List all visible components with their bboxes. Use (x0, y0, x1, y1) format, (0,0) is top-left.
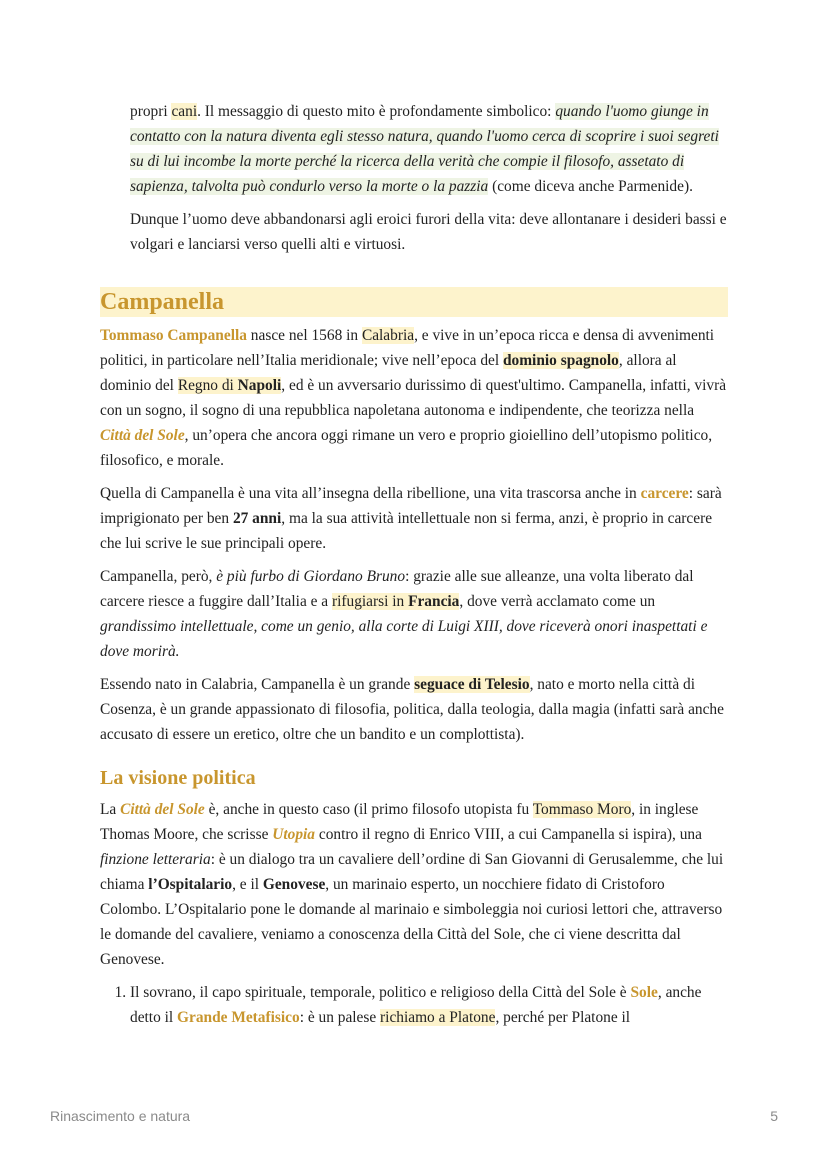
paragraph-prison (100, 481, 728, 556)
highlight: cani (171, 103, 198, 120)
numbered-list (100, 980, 728, 1030)
paragraph-citta-del-sole (100, 797, 728, 972)
keyword-highlight: carcere (640, 485, 689, 502)
text: Essendo nato in Calabria, Campanella è un grande (100, 676, 415, 693)
text: La (100, 801, 121, 818)
text: propri (130, 103, 172, 120)
text: , un’opera che ancora oggi rimane un vero e proprio gioiellino dell’utopismo politico, filosofico, e morale. (100, 427, 713, 469)
section-heading-campanella: Campanella (100, 287, 728, 317)
italic-text: finzione letteraria (100, 851, 211, 868)
bold-text: l’Ospitalario (148, 876, 233, 893)
text: Campanella, però, (100, 568, 217, 585)
highlight: Regno di (177, 377, 238, 394)
bold-highlight: Napoli (237, 377, 282, 394)
text: : è un palese (299, 1009, 381, 1026)
keyword-highlight: Sole (630, 984, 658, 1001)
text: , un marinaio esperto, un nocchiere fidato di Cristoforo Colombo. L’Ospitalario pone le domande al marinaio e simboleggia noi curiosi lettori che, attraverso le domande del cavaliere, veniamo a conoscenza della Città del Sole, che ci viene descritta dal Genovese. (100, 876, 723, 968)
bold-text: 27 anni (232, 510, 282, 527)
keyword-highlight: Grande Metafisico (177, 1009, 300, 1026)
text: . Il messaggio di questo mito è profondamente simbolico: (197, 103, 556, 120)
footer-title: Rinascimento e natura (50, 1108, 191, 1124)
document-body (100, 99, 728, 1030)
highlight: Calabria (361, 327, 415, 344)
text: , anche detto il (130, 984, 702, 1026)
name-highlight: Tommaso Campanella (100, 327, 247, 344)
bold-highlight: seguace di Telesio (414, 676, 530, 693)
text: , in inglese Thomas Moore, che scrisse (100, 801, 699, 843)
bold-text: Genovese (262, 876, 326, 893)
page-footer (50, 1108, 778, 1124)
subheading-visione-politica: La visione politica (100, 767, 256, 789)
paragraph-biography (100, 323, 728, 473)
text: , perché per Platone il (495, 1009, 631, 1026)
page-number: 5 (770, 1108, 778, 1124)
work-title: Città del Sole (100, 427, 185, 444)
paragraph-myth (100, 99, 728, 199)
text: , e vive in un’epoca ricca e densa di avvenimenti politici, in particolare nell’Italia meridionale; vive nell’epoca del (100, 327, 715, 369)
text: Il sovrano, il capo spirituale, temporale, politico e religioso della Città del Sole è (130, 984, 631, 1001)
italic-text: è più furbo di Giordano Bruno (216, 568, 406, 585)
list-item (130, 980, 728, 1030)
text: contro il regno di Enrico VIII, a cui Campanella si ispira), una (315, 826, 702, 843)
italic-highlight: quando l'uomo giunge in contatto con la natura diventa egli stesso natura, quando l'uomo cerca di scoprire i suoi segreti su di lui incombe la morte perché la ricerca della verità che compie il filosofo, assetato di sapienza, talvolta può condurlo verso la morte o la pazzia (130, 103, 719, 195)
text: : è un dialogo tra un cavaliere dell’ordine di San Giovanni di Gerusalemme, che lui chiama (100, 851, 724, 893)
work-title: Città del Sole (120, 801, 205, 818)
bold-highlight: dominio spagnolo (502, 352, 619, 369)
text: , ma la sua attività intellettuale non si ferma, anzi, è proprio in carcere che lui scrive le sue principali opere. (100, 510, 713, 552)
text: : sarà imprigionato per ben (100, 485, 722, 527)
text: nasce nel 1568 in (246, 327, 362, 344)
text: (come diceva anche Parmenide). (488, 178, 693, 195)
bold-highlight: Francia (408, 593, 460, 610)
text: è, anche in questo caso (il primo filosofo utopista fu (204, 801, 533, 818)
text: , dove verrà acclamato come un (459, 593, 656, 610)
highlight: richiamo a Platone (380, 1009, 496, 1026)
text: , ed è un avversario durissimo di quest'ultimo. Campanella, infatti, vivrà con un sogno, il sogno di una repubblica napoletana autonoma e indipendente, che teorizza nella (100, 377, 727, 419)
paragraph-telesio (100, 672, 728, 747)
text: , e il (232, 876, 263, 893)
text: : grazie alle sue alleanze, una volta liberato dal carcere riesce a fuggire dall’Italia e a (100, 568, 694, 610)
text: , allora al dominio del (100, 352, 677, 394)
highlight: Tommaso Moro (532, 801, 632, 818)
text: Quella di Campanella è una vita all’insegna della ribellione, una vita trascorsa anche in (100, 485, 641, 502)
text: , nato e morto nella città di Cosenza, è un grande appassionato di filosofia, politica, dalla teologia, dalla magia (infatti sarà anche accusato di essere un eretico, oltre che un bandito e un complottista). (100, 676, 724, 743)
paragraph-furori: Dunque l’uomo deve abbandonarsi agli eroici furori della vita: deve allontanare i desideri bassi e volgari e lanciarsi verso quelli alti e virtuosi. (130, 211, 727, 253)
highlight: rifugiarsi in (331, 593, 409, 610)
paragraph-escape (100, 564, 728, 664)
italic-text: grandissimo intellettuale, come un genio, alla corte di Luigi XIII, dove riceverà onori inaspettati e dove morirà. (100, 618, 708, 660)
work-title: Utopia (272, 826, 316, 843)
